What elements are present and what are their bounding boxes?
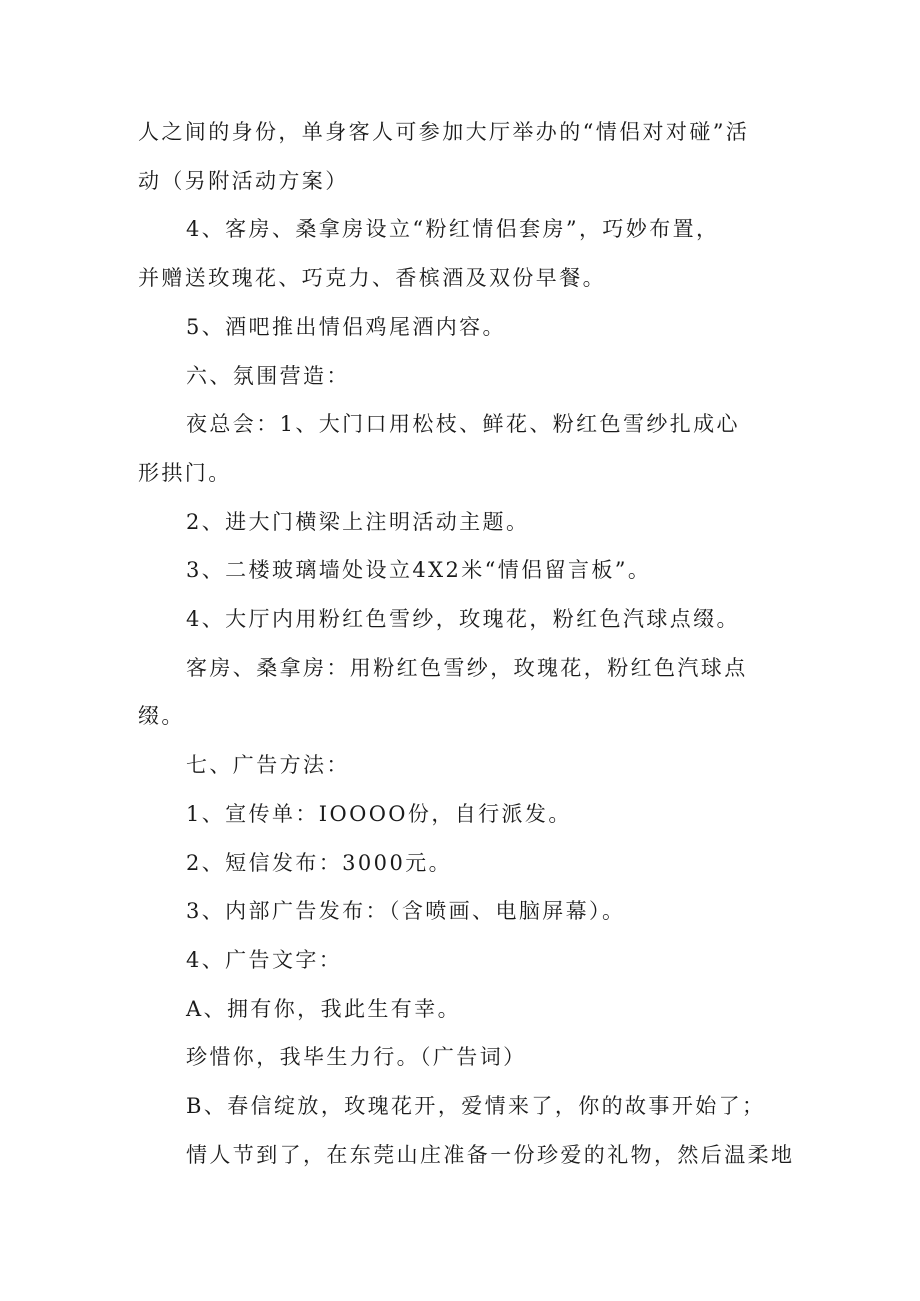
text-line: 4、广告文字： bbox=[186, 947, 343, 972]
text-line: 情人节到了，在东莞山庄准备一份珍爱的礼物，然后温柔地 bbox=[186, 1142, 795, 1167]
text-line: 4、大厅内用粉红色雪纱，玫瑰花，粉红色汽球点缀。 bbox=[186, 607, 740, 631]
text-line: 2、短信发布：3000元。 bbox=[186, 850, 453, 875]
text-line: 并赠送玫瑰花、巧克力、香槟酒及双份早餐。 bbox=[138, 266, 606, 291]
text-line: 4、客房、桑拿房设立“粉红情侣套房”，巧妙布置， bbox=[186, 217, 720, 242]
text-line: 人之间的身份，单身客人可参加大厅举办的“情侣对对碰”活 bbox=[138, 120, 750, 144]
text-line: 夜总会：1、大门口用松枝、鲜花、粉红色雪纱扎成心 bbox=[186, 412, 740, 437]
text-line: 形拱门。 bbox=[138, 460, 232, 485]
text-line: 3、内部广告发布：（含喷画、电脑屏幕）。 bbox=[186, 899, 626, 924]
text-line: 5、酒吧推出情侣鸡尾酒内容。 bbox=[186, 314, 506, 339]
text-line: 2、进大门横梁上注明活动主题。 bbox=[186, 509, 530, 534]
text-line: 缀。 bbox=[138, 704, 185, 729]
text-line: B、春信绽放，玫瑰花开，爱情来了，你的故事开始了； bbox=[186, 1094, 766, 1118]
text-line: 3、二楼玻璃墙处设立4X2米“情侣留言板”。 bbox=[186, 558, 652, 583]
text-line: 动（另附活动方案） bbox=[138, 168, 349, 193]
text-line: 客房、桑拿房：用粉红色雪纱，玫瑰花，粉红色汽球点 bbox=[186, 655, 748, 680]
text-line: A、拥有你，我此生有幸。 bbox=[186, 996, 461, 1021]
text-line: 六、氛围营造： bbox=[186, 363, 350, 388]
text-line: 七、广告方法： bbox=[186, 753, 350, 778]
text-line: 1、宣传单：IOOOO份，自行派发。 bbox=[186, 801, 572, 826]
text-line: 珍惜你，我毕生力行。（广告词） bbox=[186, 1045, 527, 1070]
